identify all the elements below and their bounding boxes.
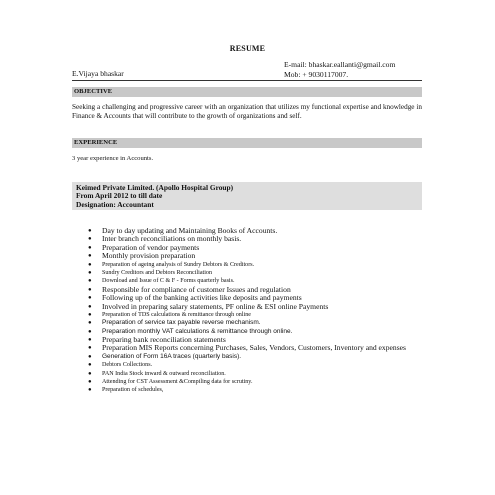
bullet-icon: ● [88,337,92,344]
bullet-icon: ● [88,387,92,394]
experience-heading: EXPERIENCE [72,138,422,148]
duty-text: Preparation of schedules, [102,387,164,394]
bullet-icon: ● [88,253,92,260]
duty-text: Sundry Creditors and Debtors Reconciliation [102,269,213,276]
duty-item [88,319,428,327]
bullet-icon: ● [88,278,92,285]
duty-item [88,378,428,386]
objective-text: Seeking a challenging and progressive career with an organization that utilizes my functional expertise and knowledge in Finance & Accounts that will contribute to the growth of organizations and self. [72,103,422,120]
duty-item [88,311,428,319]
duty-text: Preparation of vendor payments [102,242,200,252]
duty-text: Download and Issue of C & F - Forms quarterly basis. [102,278,235,285]
bullet-icon: ● [88,244,92,251]
duty-text: Preparation MIS Reports concerning Purchases, Sales, Vendors, Customers, Inventory and expenses [102,343,406,353]
duty-text: Following up of the banking activities like deposits and payments [102,293,302,303]
duty-text: Inter branch reconciliations on monthly basis. [102,234,242,244]
duty-text: Generation of Form 16A traces (quarterly basis). [102,352,242,360]
duty-text: Monthly provision preparation [102,251,196,261]
experience-summary: 3 year experience in Accounts. [72,155,154,162]
duty-item [88,303,428,311]
duty-text: Preparation of ageing analysis of Sundry Debtors & Creditors. [102,261,255,268]
bullet-icon: ● [88,379,92,386]
duty-item [88,386,428,394]
duty-text: Involved in preparing salary statements, PF online & ESI online Payments [102,301,329,311]
company-name: Keimed Private Limited. (Apollo Hospital Group) [76,183,234,192]
duty-text: Preparing bank reconciliation statements [102,335,226,345]
duty-item [88,353,428,361]
designation: Designation: Accountant [76,199,154,209]
bullet-icon: ● [88,320,92,327]
duty-text: Debtors Collections. [102,362,153,369]
header-divider [72,80,422,81]
resume-title: RESUME [229,44,266,53]
duty-text: Day to day updating and Maintaining Books of Accounts. [102,226,278,235]
bullet-icon: ● [88,286,92,293]
email-text: E-mail: bhaskar.eallanti@gmail.com [284,60,396,69]
bullet-icon: ● [88,362,92,369]
bullet-icon: ● [88,269,92,276]
objective-heading: OBJECTIVE [72,87,422,97]
employment-period: From April 2012 to till date [76,191,163,201]
duty-text: Preparation of service tax payable reverse mechanism. [102,319,261,327]
duty-text: Attending for CST Assessment &Compiling data for scrutiny. [102,379,253,386]
bullet-icon: ● [88,261,92,268]
bullet-icon: ● [88,353,92,360]
duty-item [88,370,428,378]
duty-text: Preparation of TDS calculations & remittance through online [102,311,251,318]
duties-list [88,227,428,395]
bullet-icon: ● [88,311,92,318]
duty-text: PAN India Stock inward & outward reconciliation. [102,370,226,377]
company-box [72,182,422,210]
candidate-name: E.Vijaya bhaskar [72,69,124,78]
duty-text: Preparation monthly VAT calculations & remittance through online. [102,327,293,335]
mobile-text: Mob: + 9030117007. [284,69,349,79]
bullet-icon: ● [88,328,92,335]
duty-text: Responsible for compliance of customer Issues and regulation [102,284,291,294]
contact-block [284,60,395,79]
bullet-icon: ● [88,228,92,234]
bullet-icon: ● [88,295,92,302]
duty-item [88,261,428,269]
duty-item [88,269,428,277]
bullet-icon: ● [88,345,92,352]
bullet-icon: ● [88,370,92,377]
bullet-icon: ● [88,303,92,310]
duty-item [88,361,428,369]
duty-item [88,344,428,352]
bullet-icon: ● [88,236,92,243]
duty-item [88,252,428,260]
